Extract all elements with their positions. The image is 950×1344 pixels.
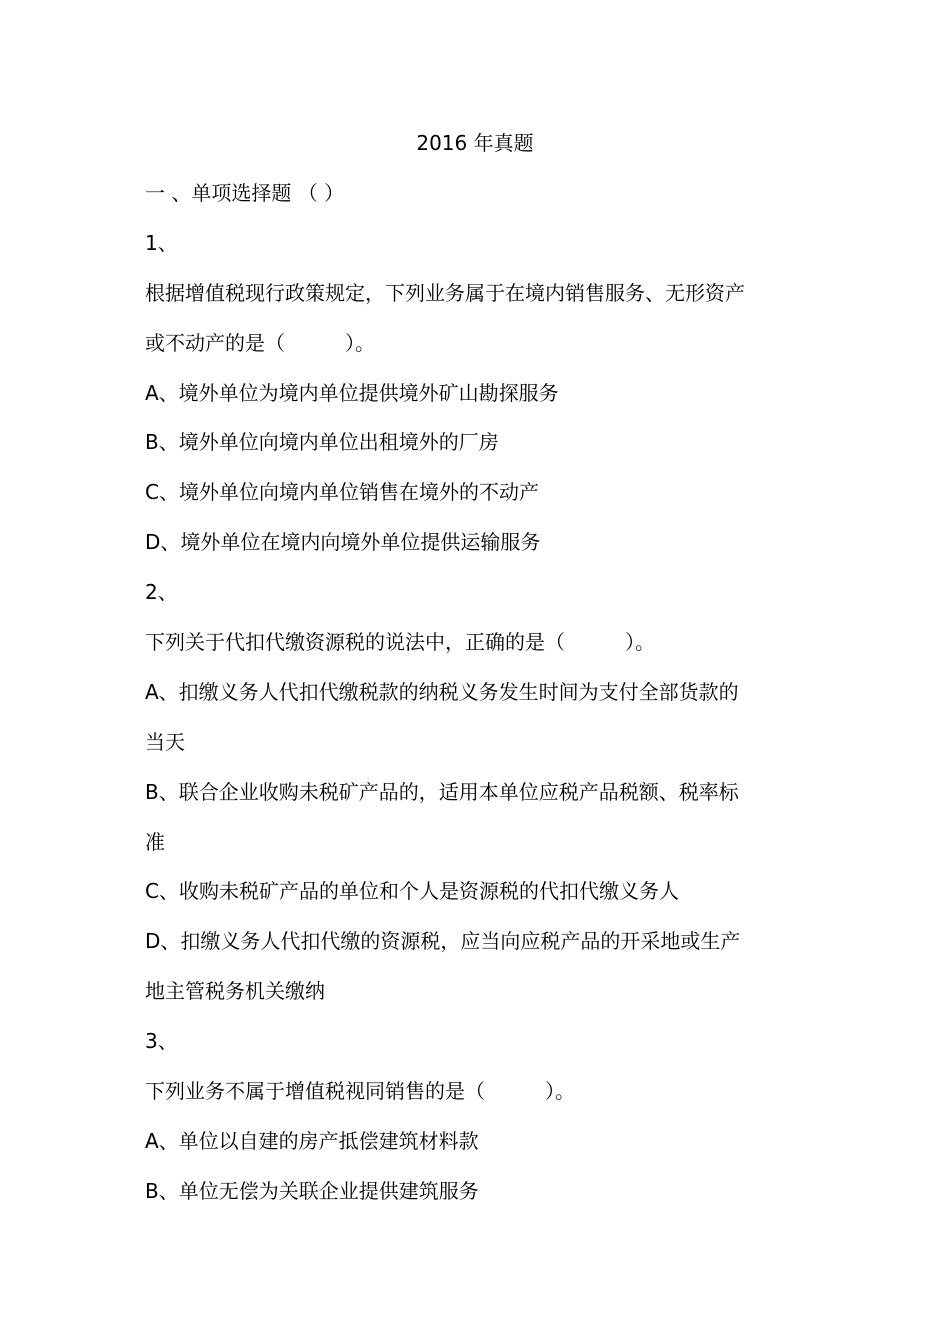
option-a: A、单位以自建的房产抵偿建筑材料款 (145, 1128, 479, 1153)
document-content (145, 178, 825, 1226)
option-d: D、境外单位在境内向境外单位提供运输服务 (145, 530, 541, 555)
option-d: D、扣缴义务人代扣代缴的资源税，应当向应税产品的开采地或生产 (145, 929, 741, 954)
question-number: 3、 (145, 1029, 178, 1054)
option-b-continuation: 准 (145, 829, 165, 854)
question-stem-line: 下列关于代扣代缴资源税的说法中，正确的是（ ）。 (145, 630, 655, 655)
option-a: A、扣缴义务人代扣代缴税款的纳税义务发生时间为支付全部货款的 (145, 679, 739, 704)
option-a-continuation: 当天 (145, 729, 185, 754)
option-c: C、收购未税矿产品的单位和个人是资源税的代扣代缴义务人 (145, 879, 679, 904)
question-stem-line: 下列业务不属于增值税视同销售的是（ ）。 (145, 1079, 575, 1104)
option-a: A、境外单位为境内单位提供境外矿山勘探服务 (145, 380, 559, 405)
question-number: 1、 (145, 230, 178, 255)
question-stem-line: 或不动产的是（ ）。 (145, 330, 375, 355)
option-d-continuation: 地主管税务机关缴纳 (145, 979, 325, 1004)
option-b: B、境外单位向境内单位出租境外的厂房 (145, 430, 499, 455)
question-stem-line: 根据增值税现行政策规定，下列业务属于在境内销售服务、无形资产 (145, 280, 745, 305)
option-c: C、境外单位向境内单位销售在境外的不动产 (145, 480, 539, 505)
option-b: B、联合企业收购未税矿产品的，适用本单位应税产品税额、税率标 (145, 779, 739, 804)
option-b: B、单位无偿为关联企业提供建筑服务 (145, 1178, 479, 1203)
section-heading: 一 、单项选择题 （ ） (145, 181, 345, 205)
question-number: 2、 (145, 580, 178, 605)
document-title: 2016 年真题 (416, 131, 534, 155)
